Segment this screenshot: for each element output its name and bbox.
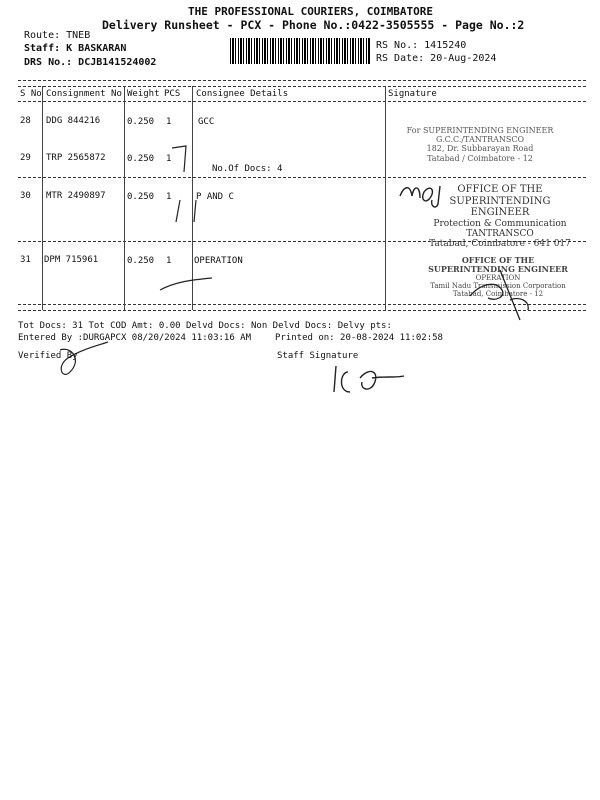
totals-line: Tot Docs: 31 Tot COD Amt: 0.00 Delvd Docs: Non Delvd Docs: Delvy pts: (18, 321, 392, 331)
table-cell: 30 (20, 191, 31, 201)
table-cell: 28 (20, 116, 31, 126)
stamp-line: G.C.C./TANTRANSCO (435, 135, 525, 145)
table-cell: GCC (198, 117, 215, 127)
table-cell: MTR 2490897 (46, 191, 106, 201)
stamp-line: Protection & Communication (433, 218, 567, 229)
table-cell: P AND C (196, 192, 234, 202)
route-label: Route: TNEB (24, 30, 91, 41)
staff-label: Staff: K BASKARAN (24, 43, 127, 54)
stamp-line: Tatabad, Coimbatore - 641 017 (429, 239, 571, 250)
table-cell: No.Of Docs: 4 (212, 164, 283, 174)
stamp-line: SUPERINTENDING ENGINEER (428, 264, 568, 275)
tick-mark (194, 200, 196, 222)
stamp-line: OPERATION (475, 274, 521, 283)
column-header: Weight (127, 89, 160, 99)
column-header: Consignee Details (196, 89, 289, 99)
printed-on: Printed on: 20-08-2024 11:02:58 (275, 333, 443, 343)
table-cell: 0.250 (127, 192, 155, 202)
tick-mark (172, 146, 186, 172)
table-cell: OPERATION (194, 256, 243, 266)
table-cell: 1 (166, 256, 172, 266)
table-cell: 1 (166, 154, 172, 164)
table-cell: 1 (166, 117, 172, 127)
stamp-line: For SUPERINTENDING ENGINEER (406, 126, 554, 135)
tick-mark (176, 200, 180, 222)
table-cell: DDG 844216 (46, 116, 101, 126)
staff-signature-label: Staff Signature (277, 351, 359, 361)
tick-mark (160, 278, 212, 290)
table-cell: 1 (166, 192, 172, 202)
table-cell: 0.250 (127, 117, 155, 127)
receiver-signature (470, 270, 528, 320)
stamp-line: OFFICE OF THE (457, 184, 543, 195)
initials-signature (400, 186, 440, 207)
table-cell: 0.250 (127, 154, 155, 164)
column-header: PCS (164, 89, 181, 99)
column-header: S No (20, 89, 42, 99)
verified-by-label: Verified By (18, 351, 78, 361)
column-header: Signature (388, 89, 437, 99)
rs-number: RS No.: 1415240 (376, 40, 467, 51)
table-cell: TRP 2565872 (46, 153, 106, 163)
rs-date: RS Date: 20-Aug-2024 (376, 53, 497, 64)
column-header: Consignment No (46, 89, 122, 99)
staff-signature (334, 366, 404, 392)
table-cell: 0.250 (127, 256, 155, 266)
stamp-line: Tatabad, Coimbatore - 12 (452, 290, 544, 299)
company-title: THE PROFESSIONAL COURIERS, COIMBATORE (188, 5, 434, 18)
drs-number: DRS No.: DCJB141524002 (24, 57, 157, 68)
stamp-line: TANTRANSCO (466, 228, 534, 239)
table-cell: DPM 715961 (44, 255, 99, 265)
stamp-line: Tatabad / Coimbatore - 12 (427, 153, 533, 163)
table-cell: 29 (20, 153, 31, 163)
stamp-line: OFFICE OF THE (461, 255, 535, 265)
stamp-line: 182, Dr. Subbarayan Road (426, 144, 534, 154)
entered-by: Entered By :DURGAPCX 08/20/2024 11:03:16 AM (18, 333, 251, 343)
stamp-line: SUPERINTENDING ENGINEER (449, 195, 551, 218)
runsheet-title: Delivery Runsheet - PCX - Phone No.:0422-3505555 - Page No.:2 (102, 18, 525, 32)
stamp-line: Tamil Nadu Transmission Corporation (430, 282, 566, 291)
table-cell: 31 (20, 255, 31, 265)
